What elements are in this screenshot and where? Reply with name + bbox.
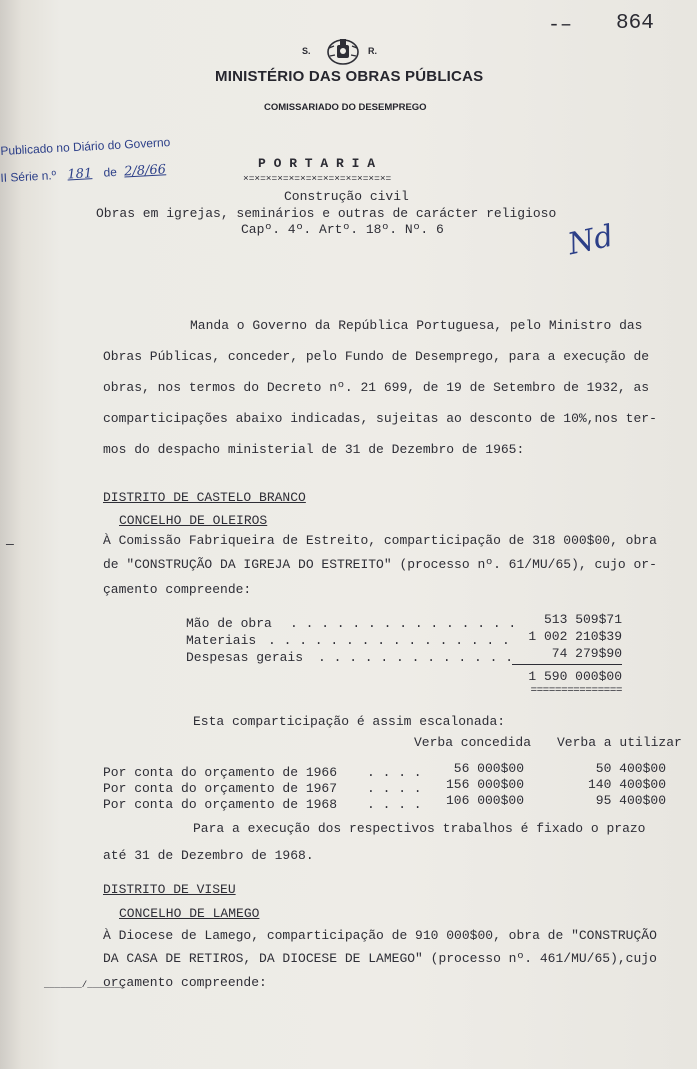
council-heading: CONCELHO DE OLEIROS — [119, 513, 268, 528]
council-heading: CONCELHO DE LAMEGO — [119, 906, 260, 921]
section1-paragraph-line: çamento compreende: — [103, 582, 252, 597]
footer-mark: _______/_______ — [44, 980, 126, 990]
budget-total: 1 590 000$00 — [528, 669, 622, 684]
schedule-granted: 106 000$00 — [445, 793, 524, 808]
schedule-granted: 56 000$00 — [453, 761, 524, 776]
intro-line: comparticipações abaixo indicadas, sujeitas ao desconto de 10%,nos ter- — [103, 411, 657, 426]
column-header-granted: Verba concedida — [414, 735, 532, 750]
portaria-subtitle: Construção civil — [284, 189, 409, 204]
department-title: COMISSARIADO DO DESEMPREGO — [264, 102, 427, 113]
budget-dots: . . . . . . . . . . . . . — [318, 650, 514, 665]
budget-value: 74 279$90 — [551, 646, 622, 661]
section2-paragraph-line: DA CASA DE RETIROS, DA DIOCESE DE LAMEGO" (processo nº. 461/MU/65),cujo — [103, 951, 657, 966]
section2-paragraph-line: À Diocese de Lamego, comparticipação de 910 000$00, obra de "CONSTRUÇÃO — [103, 928, 657, 943]
stamp-date: 2/8/66 — [123, 162, 167, 180]
section1-paragraph-line: À Comissão Fabriqueira de Estreito, comparticipação de 318 000$00, obra — [103, 533, 657, 548]
budget-value: 1 002 210$39 — [528, 629, 622, 644]
stamp-series-label: II Série n.º — [0, 168, 57, 185]
total-double-rule: =============== — [530, 685, 622, 697]
page-number: 864 — [616, 12, 654, 35]
intro-line: Manda o Governo da República Portuguesa, pelo Ministro das — [190, 318, 643, 333]
schedule-label: Por conta do orçamento de 1966 — [103, 765, 338, 780]
publication-stamp-line2 — [0, 162, 170, 186]
district-heading: DISTRITO DE VISEU — [103, 882, 236, 897]
schedule-granted: 156 000$00 — [445, 777, 524, 792]
intro-line: obras, nos termos do Decreto nº. 21 699, de 19 de Setembro de 1932, as — [103, 380, 650, 395]
stamp-de-label: de — [103, 164, 118, 180]
section1-paragraph-line: de "CONSTRUÇÃO DA IGREJA DO ESTREITO" (processo nº. 61/MU/65), cujo or- — [103, 557, 657, 572]
schedule-intro: Esta comparticipação é assim escalonada: — [193, 714, 506, 729]
ministry-title: MINISTÉRIO DAS OBRAS PÚBLICAS — [215, 68, 484, 85]
schedule-dots: . . . . — [367, 765, 422, 780]
budget-label: Materiais — [186, 633, 257, 648]
deadline-line: até 31 de Dezembro de 1968. — [103, 848, 314, 863]
intro-line: Obras Públicas, conceder, pelo Fundo de Desemprego, para a execução de — [103, 349, 650, 364]
subtotal-underline — [512, 664, 622, 665]
publication-stamp-line1: Publicado no Diário do Governo — [0, 135, 171, 158]
budget-dots: . . . . . . . . . . . . . . . — [290, 616, 517, 631]
schedule-dots: . . . . — [367, 797, 422, 812]
schedule-dots: . . . . — [367, 781, 422, 796]
portaria-chapter: Capº. 4º. Artº. 18º. Nº. 6 — [241, 222, 444, 237]
schedule-use: 140 400$00 — [587, 777, 666, 792]
budget-label: Mão de obra — [186, 616, 272, 631]
coat-of-arms-icon — [326, 36, 360, 66]
budget-label: Despesas gerais — [186, 650, 304, 665]
schedule-label: Por conta do orçamento de 1967 — [103, 781, 338, 796]
schedule-use: 50 400$00 — [595, 761, 666, 776]
budget-value: 513 509$71 — [543, 612, 622, 627]
district-heading: DISTRITO DE CASTELO BRANCO — [103, 490, 306, 505]
margin-mark: — — [6, 537, 14, 552]
column-header-use: Verba a utilizar — [557, 735, 682, 750]
portaria-title: P O R T A R I A — [258, 156, 376, 171]
section2-paragraph-line: orçamento compreende: — [103, 975, 267, 990]
schedule-use: 95 400$00 — [595, 793, 666, 808]
intro-line: mos do despacho ministerial de 31 de Dezembro de 1965: — [103, 442, 525, 457]
portaria-rule: ×=×=×=×=×=×=×=×=×=×=×=×=×= — [243, 173, 392, 184]
crest-r-letter: R. — [368, 46, 377, 56]
handwritten-initials: Nd — [564, 218, 617, 263]
crest-s-letter: S. — [302, 46, 311, 56]
stamp-series-number: 181 — [67, 166, 93, 183]
budget-dots: . . . . . . . . . . . . . . . . — [268, 633, 510, 648]
page-dash: -– — [548, 14, 573, 37]
deadline-line: Para a execução dos respectivos trabalhos é fixado o prazo — [193, 821, 646, 836]
schedule-label: Por conta do orçamento de 1968 — [103, 797, 338, 812]
portaria-category: Obras em igrejas, seminários e outras de carácter religioso — [96, 206, 557, 221]
